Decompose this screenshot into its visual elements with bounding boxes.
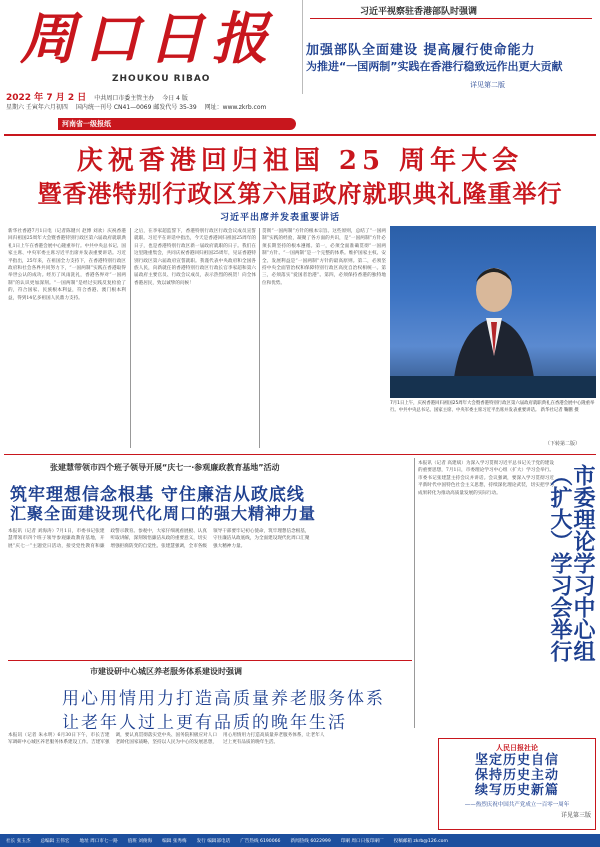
publisher: 中共周口市委主管主办 <box>94 95 155 102</box>
lead-column-1: 新华社香港7月1日电（记者陈键兴 赵博 刘欢）庆祝香港回归祖国25周年大会暨香港特别行政区第六届政府就职典礼1日上午在香港会展中心隆重举行。中共中央总书记、国家主席、中央军委主席习近平出席并发表重要讲话。习近平指出，25年来，在祖国全力支持下，在香港特别行政区政府和社会各界共同努力下，“一国两制”实践在香港取得举世公认的成功。经历了风雨洗礼，香港各界对“一国两制”的认识更加深刻。“一国两制”是经过实践反复检验了的，符合国家、民族根本利益，符合香港、澳门根本利益，得到14亿多祖国人民鼎力支持。 <box>8 229 126 301</box>
low-headline-2[interactable]: 让老年人过上更有品质的晚年生活 <box>62 713 347 733</box>
masthead-rule <box>4 134 596 136</box>
top-news-see-page[interactable]: 详见第二版 <box>470 81 505 89</box>
ribbon-banner <box>4 118 296 130</box>
footer-item: 总编辑 王伟宏 <box>40 838 70 844</box>
top-news-divider <box>310 18 592 19</box>
section-rule <box>4 454 596 455</box>
section-rule <box>8 660 412 661</box>
photo-caption: 7月1日上午，庆祝香港回归祖国25周年大会暨香港特别行政区第六届政府就职典礼在香港会展中心隆重举行。中共中央总书记、国家主席、中央军委主席习近平出席并发表重要讲话。 新华社记者 鞠鹏 摄 <box>390 401 595 413</box>
top-news-headline-1[interactable]: 加强部队全面建设 提高履行使命能力 <box>306 43 536 58</box>
issn: 国内统一刊号 CN41—0069 邮发代号 35-39 <box>75 104 197 111</box>
side-divider <box>414 458 415 728</box>
lead-subhead: 习近平出席并发表重要讲话 <box>220 213 341 223</box>
mid-story-kicker: 张建慧带领市四个班子领导开展“庆七一·参观廉政教育基地”活动 <box>50 463 280 472</box>
podium <box>390 376 596 398</box>
editorial-line-3: 续写历史新篇 <box>474 783 559 798</box>
mid-headline-2[interactable]: 汇聚全面建设现代化周口的强大精神力量 <box>10 504 317 523</box>
editorial-line-1: 坚定历史自信 <box>474 753 559 768</box>
footer-item: 编辑 张秀梅 <box>162 838 187 844</box>
lead-headline-2[interactable]: 暨香港特别行政区第六届政府就职典礼隆重举行 <box>37 179 563 208</box>
footer-item: 印刷 周口日报印刷厂 <box>340 838 384 844</box>
footer-item: 广告热线 6190066 <box>240 838 281 844</box>
low-story-kicker: 市建设研中心城区养老服务体系建设时强调 <box>90 667 242 676</box>
editorial-box[interactable] <box>438 738 596 830</box>
lead-photo[interactable] <box>390 226 596 398</box>
page-count: 今日 4 版 <box>162 95 188 102</box>
issue-date: 2022 年 7 月 2 日 <box>6 93 87 103</box>
low-story-body: 本报讯（记者 朱永明）6月30日下午，市长吉建军调研中心城区养老服务体系建设工作。吉建军强调，要认真贯彻落实党中央、国务院积极应对人口老龄化国家战略，坚持以人民为中心的发展思想，用心用情用力打造高质量养老服务体系，让老年人过上更有品质的晚年生活。 <box>8 733 325 746</box>
footer-item: 值班 刘俊海 <box>127 838 153 844</box>
column-divider <box>259 228 260 448</box>
masthead-meta <box>6 94 298 112</box>
footer-item: 地址 周口市七一路 <box>79 838 118 844</box>
footer-item: 投稿邮箱 zkrb@126.com <box>393 838 448 844</box>
top-news-headline-2[interactable]: 为推进“一国两制”实践在香港行稳致远作出更大贡献 <box>306 60 563 73</box>
column-divider <box>130 228 131 448</box>
lead-column-3: 贯彻“一国两制”方针的根本宗旨。这些原则，总结了“一国两制”实践的经验，凝聚了各方面的共识，是“一国两制”方针必须长期坚持的根本遵循。第一，必须全面准确贯彻“一国两制”方针。“一国两制”是一个完整的体系。维护国家主权、安全、发展利益是“一国两制”方针的最高原则。第二，必须坚持中央全面管治权和保障特别行政区高度自治权相统一。第三，必须落实“爱国者治港”。第四，必须保持香港的独特地位和优势。 <box>262 229 386 286</box>
footer-item: 社长 张玉杰 <box>6 838 31 844</box>
website[interactable]: 网址：www.zkrb.com <box>204 104 267 111</box>
editorial-sub: ——热烈庆祝中国共产党成立一百零一周年 <box>464 802 570 808</box>
editorial-kicker: 人民日报社论 <box>496 744 538 752</box>
ribbon-label: 河南省一级报纸 <box>62 120 111 128</box>
side-story-title[interactable]: 市委理论学习中心组（扩大）学习会举行 <box>547 464 596 662</box>
footer-bar <box>0 834 600 847</box>
masthead-pinyin: ZHOUKOU RIBAO <box>112 74 211 84</box>
low-headline-1[interactable]: 用心用情用力打造高质量养老服务体系 <box>62 689 385 709</box>
lead-headline-1[interactable]: 庆祝香港回归祖国 25 周年大会 <box>76 146 524 176</box>
editorial-line-2: 保持历史主动 <box>474 768 559 783</box>
editorial-see-page[interactable]: 详见第三版 <box>560 812 591 819</box>
continued-note[interactable]: （下转第二版） <box>545 441 581 447</box>
weekday: 星期六 壬寅年六月初四 <box>6 104 68 111</box>
footer-item: 新闻热线 6022999 <box>290 838 331 844</box>
mid-headline-1[interactable]: 筑牢理想信念根基 守住廉洁从政底线 <box>10 485 305 505</box>
side-story-body: 本报讯（记者 高建斌）为深入学习贯彻习近平总书记关于党的建设的重要思想，7月1日，市委理论学习中心组（扩大）学习会举行。市委书记张建慧主持会议并讲话。会议强调，要深入学习贯彻习近平新时代中国特色社会主义思想，持续深化理论武装，切实把学习成果转化为推动高质量发展的实际行动。 <box>418 461 554 496</box>
top-news-kicker: 习近平视察驻香港部队时强调 <box>360 7 478 17</box>
masthead-title: 周口日报 <box>20 6 276 72</box>
mid-story-body: 本报讯（记者 刘海涛）7月1日，市委书记张建慧带领市四个班子领导参观廉政教育基地，开展“庆七一”主题党日活动，接受党性教育和廉政警示教育。参观中，大家仔细观看展板、认真听取讲解，深刻领悟廉洁从政的重要意义，切实增强拒腐防变的自觉性。张建慧强调，全市各级领导干部要牢记初心使命，筑牢理想信念根基，守住廉洁从政底线，为全面建设现代化周口汇聚强大精神力量。 <box>8 529 310 549</box>
lead-column-2: 之后，在李家超监誓下，香港特别行政区行政会议成员宣誓就职。习近平在讲话中指出，今天是香港回归祖国25周年的日子，也是香港特别行政区新一届政府就职的日子。我们在这里隆重集会，共同庆祝香港回归祖国25周年，见证香港特别行政区第六届政府宣誓就职。我谨代表中央政府和全国各族人民，向新就任的香港特别行政区行政长官李家超和第六届政府主要官员、行政会议成员，表示热烈的祝贺！向全体香港居民，致以诚挚的问候！ <box>134 229 256 286</box>
footer-item: 发行 编辑部电话 <box>196 838 231 844</box>
